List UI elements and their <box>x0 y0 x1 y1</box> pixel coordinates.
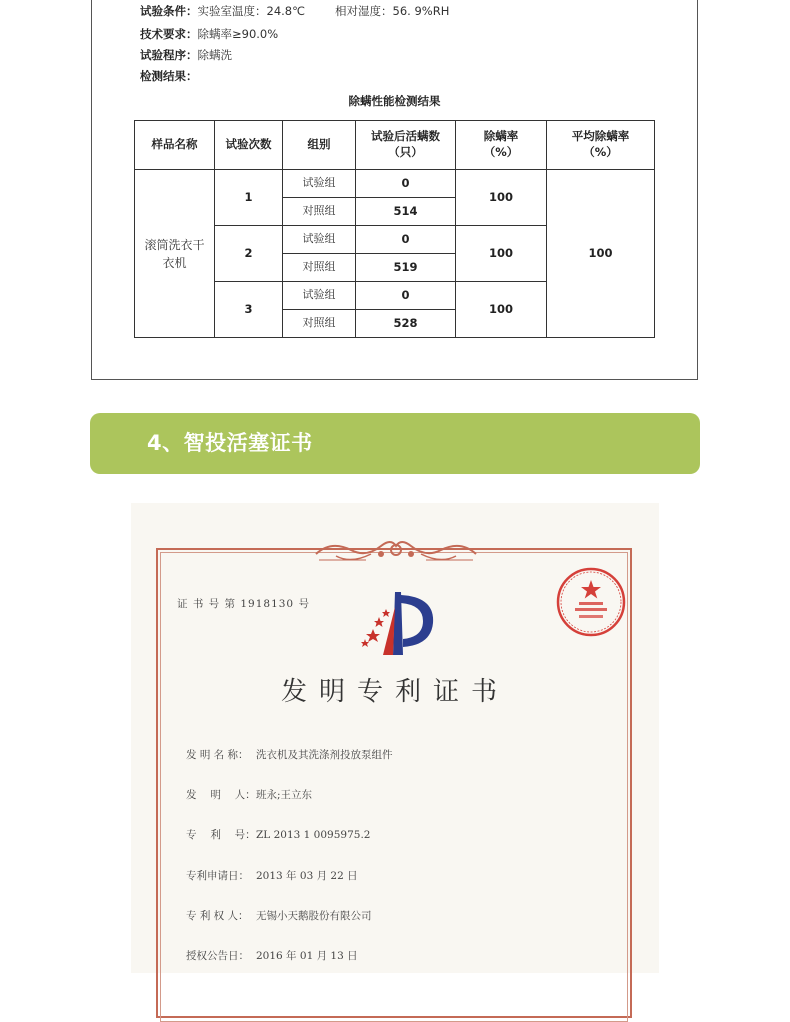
results-table-title: 除螨性能检测结果 <box>348 94 441 108</box>
field-grant-date <box>186 948 358 963</box>
header-rate-line1: 除螨率 <box>483 129 519 144</box>
sample-name <box>135 170 215 338</box>
field-invention-name <box>186 747 393 762</box>
field-patentee <box>186 908 372 923</box>
test-procedure-label: 试验程序： <box>140 48 198 62</box>
patent-office-emblem-icon <box>353 587 443 659</box>
header-live-mites-line2: （只） <box>388 145 423 159</box>
removal-rate: 100 <box>456 170 547 226</box>
test-procedure <box>140 47 232 63</box>
field-label: 发 明 人： <box>186 789 256 801</box>
field-value: 洗衣机及其洗涤剂投放泵组件 <box>256 749 393 761</box>
field-value: 无锡小天鹅股份有限公司 <box>256 910 372 922</box>
header-sample: 样品名称 <box>135 121 215 170</box>
section-title: 4、智投活塞证书 <box>147 431 313 455</box>
header-average-line1: 平均除螨率 <box>571 129 630 144</box>
table-row <box>135 170 655 198</box>
lab-temperature: 实验室温度：24.8℃ <box>197 4 306 18</box>
trial-number: 3 <box>215 282 283 338</box>
removal-rate: 100 <box>456 282 547 338</box>
header-live-mites-line1: 试验后活螨数 <box>371 129 440 144</box>
technical-requirement-value: 除螨率≥90.0% <box>197 27 279 41</box>
official-seal-icon <box>555 566 627 638</box>
header-rate-line2: （%） <box>483 145 519 159</box>
test-conditions <box>140 3 449 19</box>
live-mites-value: 0 <box>356 170 456 198</box>
group-label: 试验组 <box>283 226 356 254</box>
results-table <box>134 120 655 338</box>
live-mites-value: 528 <box>356 310 456 338</box>
test-result-label: 检测结果： <box>140 69 198 83</box>
technical-requirement <box>140 26 278 42</box>
field-application-date <box>186 868 358 883</box>
field-label: 专利申请日： <box>186 870 249 882</box>
header-average <box>547 121 655 170</box>
header-rate <box>456 121 547 170</box>
group-label: 对照组 <box>283 254 356 282</box>
technical-requirement-label: 技术要求： <box>140 27 198 41</box>
field-value: ZL 2013 1 0095975.2 <box>256 829 371 841</box>
group-label: 对照组 <box>283 198 356 226</box>
removal-rate: 100 <box>456 226 547 282</box>
test-report-panel <box>91 0 698 380</box>
field-label: 发 明 名 称： <box>186 749 249 761</box>
relative-humidity: 相对湿度：56. 9%RH <box>335 4 450 18</box>
field-label: 专 利 权 人： <box>186 910 249 922</box>
trial-number: 2 <box>215 226 283 282</box>
field-value: 2016 年 01 月 13 日 <box>256 950 358 962</box>
certificate-title: 发明专利证书 <box>280 677 509 707</box>
field-value: 2013 年 03 月 22 日 <box>256 870 358 882</box>
live-mites-value: 519 <box>356 254 456 282</box>
patent-certificate-image <box>131 503 659 973</box>
average-removal-rate: 100 <box>547 170 655 338</box>
table-header-row <box>135 121 655 170</box>
header-average-line2: （%） <box>583 145 618 159</box>
header-group: 组别 <box>283 121 356 170</box>
field-value: 班永;王立东 <box>256 789 313 801</box>
sample-name-line2: 衣机 <box>162 255 187 270</box>
trial-number: 1 <box>215 170 283 226</box>
field-inventor <box>186 787 312 802</box>
header-trial: 试验次数 <box>215 121 283 170</box>
test-result <box>140 68 198 84</box>
field-label: 专 利 号： <box>186 829 256 841</box>
sample-name-line1: 滚筒洗衣干 <box>144 237 205 252</box>
group-label: 试验组 <box>283 170 356 198</box>
test-conditions-label: 试验条件： <box>140 4 198 18</box>
group-label: 对照组 <box>283 310 356 338</box>
live-mites-value: 0 <box>356 282 456 310</box>
field-patent-number <box>186 827 370 842</box>
test-procedure-value: 除螨洗 <box>197 48 232 62</box>
group-label: 试验组 <box>283 282 356 310</box>
field-label: 授权公告日： <box>186 950 249 962</box>
live-mites-value: 0 <box>356 226 456 254</box>
live-mites-value: 514 <box>356 198 456 226</box>
header-live-mites <box>356 121 456 170</box>
section-header <box>90 413 700 474</box>
certificate-number: 证 书 号 第 1918130 号 <box>177 598 310 610</box>
ornament-icon <box>311 536 481 566</box>
